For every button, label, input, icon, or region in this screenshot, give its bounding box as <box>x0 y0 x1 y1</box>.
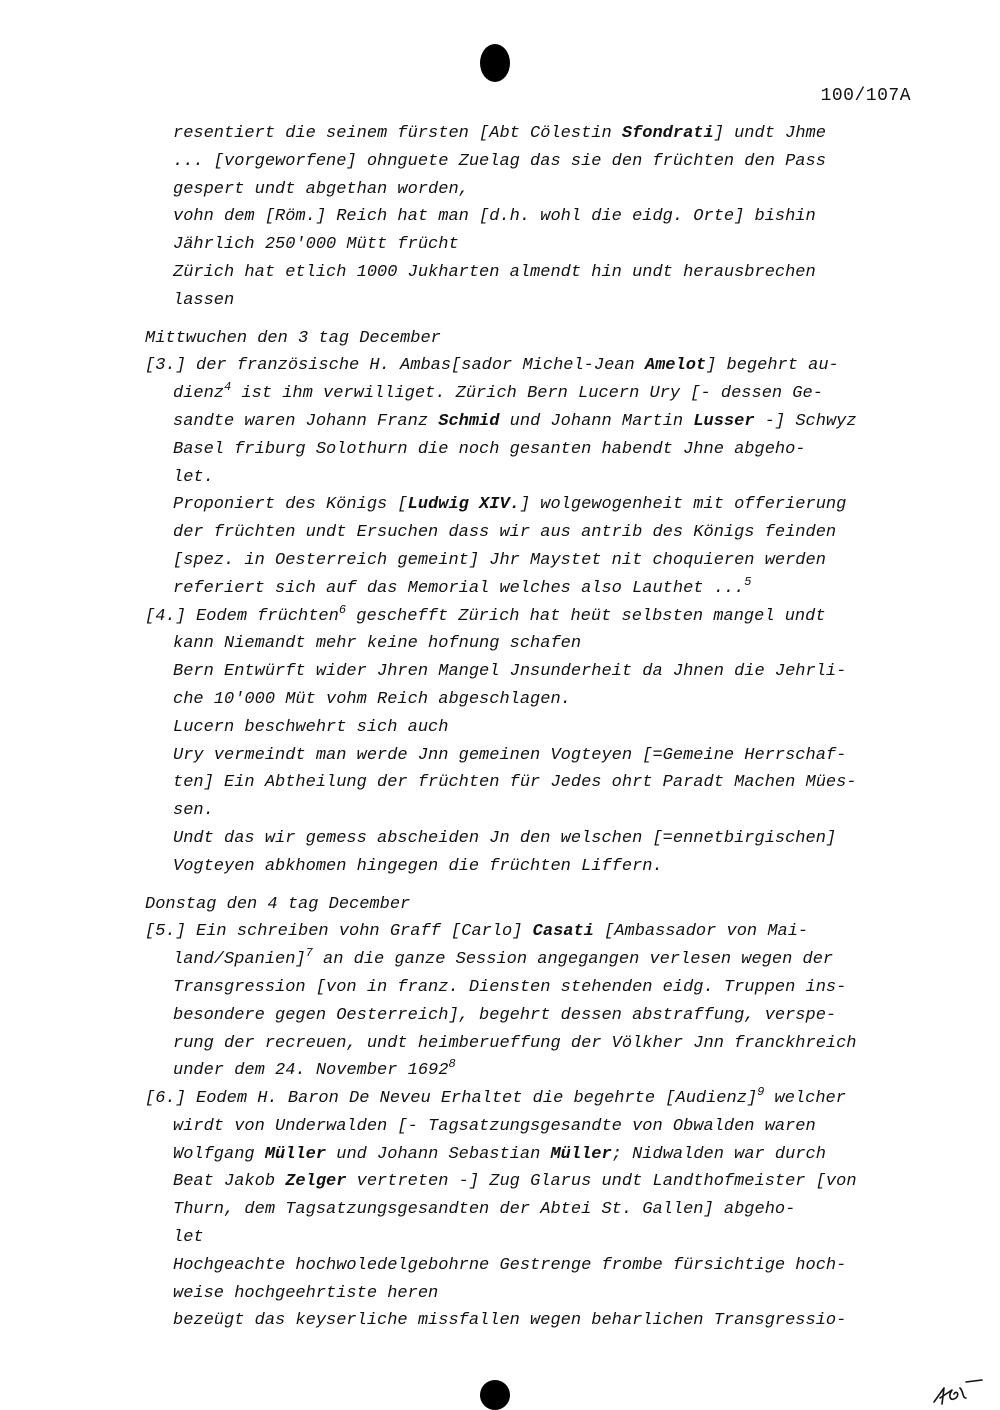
text-line: Proponiert des Königs [Ludwig XIV.] wolgewogenheit mit offerierung <box>173 495 847 515</box>
text-line: der früchten undt Ersuchen dass wir aus antrib des Königs feinden <box>173 523 837 543</box>
date-heading: Mittwuchen den 3 tag December <box>145 328 441 348</box>
text-line: Thurn, dem Tagsatzungsgesandten der Abtei St. Gallen] abgeho- <box>173 1200 796 1220</box>
text-line: Ury vermeindt man werde Jnn gemeinen Vogteyen [=Gemeine Herrschaf- <box>173 745 847 765</box>
transcription-text <box>145 120 915 1335</box>
text-line: vohn dem [Röm.] Reich hat man [d.h. wohl die eidg. Orte] bishin <box>173 207 816 227</box>
text-line: che 10'000 Müt vohm Reich abgeschlagen. <box>173 689 571 709</box>
punch-hole-top <box>480 44 510 82</box>
text-line: sandte waren Johann Franz Schmid und Johann Martin Lusser -] Schwyz <box>173 411 857 431</box>
text-line: Transgression [von in franz. Diensten stehenden eidg. Truppen ins- <box>173 977 847 997</box>
text-line: [spez. in Oesterreich gemeint] Jhr Maystet nit choquieren werden <box>173 550 826 570</box>
text-line: [6.] Eodem H. Baron De Neveu Erhaltet die begehrte [Audienz]$^9$ welcher <box>145 1085 846 1109</box>
text-line: resentiert die seinem fürsten [Abt Cölestin Sfondrati] undt Jhme <box>173 124 826 143</box>
text-line: bezeügt das keyserliche missfallen wegen beharlichen Transgressio- <box>173 1311 847 1331</box>
text-line: Bern Entwürft wider Jhren Mangel Jnsunderheit da Jhnen die Jehrli- <box>173 662 847 682</box>
text-line: kann Niemandt mehr keine hofnung schafen <box>173 634 582 654</box>
text-line: lassen <box>173 290 235 310</box>
text-line: Zürich hat etlich 1000 Jukharten almendt hin undt herausbrechen <box>173 262 816 282</box>
text-line: rung der recreuen, undt heimberueffung der Völkher Jnn franckhreich <box>173 1033 857 1053</box>
text-line: Hochgeachte hochwoledelgebohrne Gestrenge frombe fürsichtige hoch- <box>173 1255 847 1275</box>
punch-hole-bottom <box>480 1380 510 1410</box>
handwritten-page-mark <box>930 1368 990 1408</box>
text-line: land/Spanien]$^7$ an die ganze Session angegangen verlesen wegen der <box>173 946 834 970</box>
text-line: Undt das wir gemess abscheiden Jn den welschen [=ennetbirgischen] <box>173 828 837 848</box>
text-line: besondere gegen Oesterreich], begehrt dessen abstraffung, verspe- <box>173 1005 837 1025</box>
text-line: Lucern beschwehrt sich auch <box>173 717 449 737</box>
text-line: [4.] Eodem früchten$^6$ geschefft Zürich hat heüt selbsten mangel undt <box>145 602 826 626</box>
text-line: [5.] Ein schreiben vohn Graff [Carlo] Casati [Ambassador von Mai- <box>145 922 809 942</box>
text-line: [3.] der französische H. Ambas[sador Michel-Jean Amelot] begehrt au- <box>145 356 839 376</box>
text-line: under dem 24. November 1692$^8$ <box>173 1057 456 1081</box>
page-number: 100/107A <box>820 86 911 106</box>
text-line: Beat Jakob Zelger vertreten -] Zug Glarus undt Landthofmeister [von <box>173 1172 857 1192</box>
date-heading: Donstag den 4 tag December <box>145 894 411 914</box>
text-line: Basel friburg Solothurn die noch gesanten habendt Jhne abgeho- <box>173 439 806 459</box>
text-line: gespert undt abgethan worden, <box>173 179 469 199</box>
text-line: Vogteyen abkhomen hingegen die früchten Liffern. <box>173 856 663 876</box>
text-line: wirdt von Underwalden [- Tagsatzungsgesandte von Obwalden waren <box>173 1116 816 1136</box>
text-line: Jährlich 250'000 Mütt frücht <box>173 235 459 255</box>
text-line: referiert sich auf das Memorial welches also Lauthet ...$^5$ <box>173 574 752 598</box>
text-line: weise hochgeehrtiste heren <box>173 1283 439 1303</box>
text-line: ... [vorgeworfene] ohnguete Zuelag das sie den früchten den Pass <box>173 151 826 171</box>
text-line: ten] Ein Abtheilung der früchten für Jedes ohrt Paradt Machen Mües- <box>173 773 857 793</box>
text-line: let <box>173 1228 204 1248</box>
text-line: let. <box>173 467 214 487</box>
text-line: Wolfgang Müller und Johann Sebastian Müller; Nidwalden war durch <box>173 1144 826 1164</box>
text-line: sen. <box>173 801 214 821</box>
text-line: dienz$^4$ ist ihm verwilliget. Zürich Bern Lucern Ury [- dessen Ge- <box>173 380 823 404</box>
